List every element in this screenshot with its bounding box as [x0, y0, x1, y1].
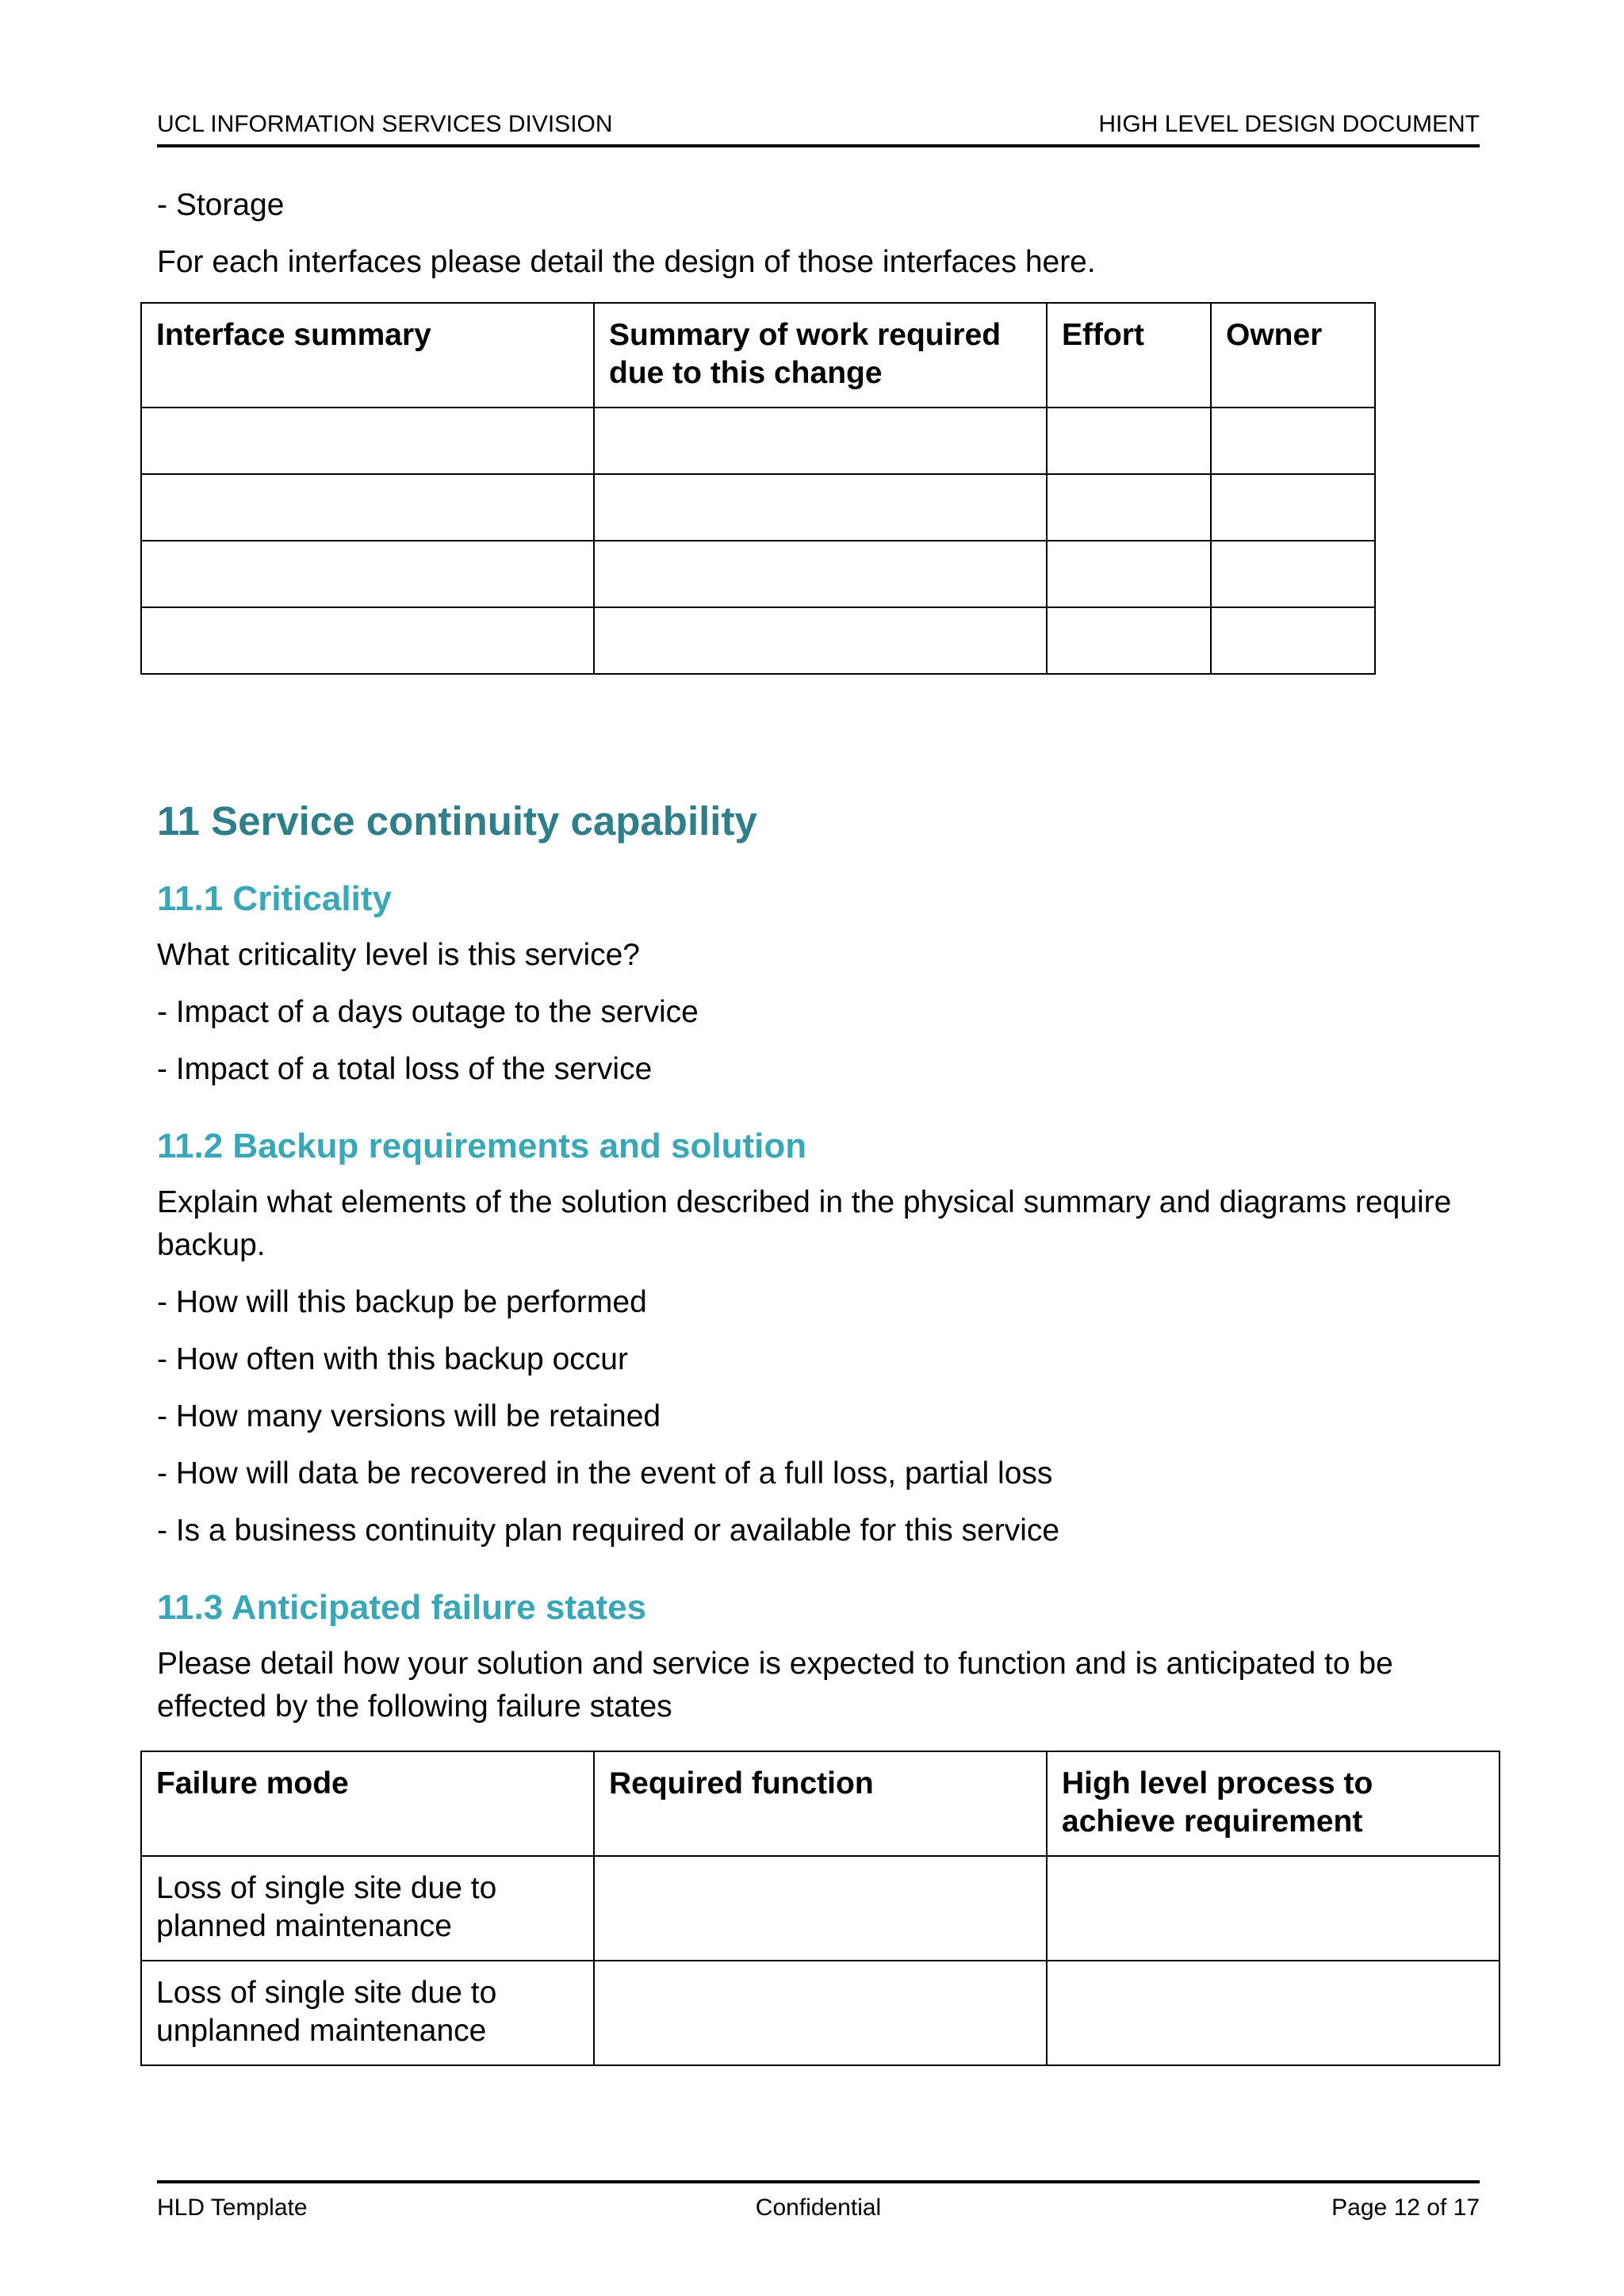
table-cell[interactable] [1047, 1961, 1500, 2065]
criticality-line: - Impact of a total loss of the service [157, 1052, 653, 1086]
backup-explanation: Explain what elements of the solution described in the physical summary and diagrams require backup. [157, 1185, 1452, 1262]
footer-template-name: HLD Template [157, 2195, 308, 2221]
table-row [141, 408, 1375, 474]
header-org: UCL INFORMATION SERVICES DIVISION [157, 111, 613, 137]
backup-line: - How many versions will be retained [157, 1399, 661, 1433]
backup-line: - How often with this backup occur [157, 1342, 628, 1376]
table-cell[interactable] [141, 474, 594, 541]
table-cell[interactable] [1047, 607, 1211, 674]
table-cell[interactable] [594, 1961, 1047, 2065]
page-footer [157, 2180, 1480, 2231]
table-cell[interactable] [594, 408, 1047, 474]
table-cell[interactable] [1211, 408, 1375, 474]
failure-title: 11.3 Anticipated failure states [157, 1588, 647, 1627]
table-cell[interactable] [1211, 541, 1375, 607]
failure-mode-cell: Loss of single site due to planned maintenance [141, 1856, 594, 1961]
failure-mode-cell: Loss of single site due to unplanned maintenance [141, 1961, 594, 2065]
failure-explanation: Please detail how your solution and service is expected to function and is anticipated to be effected by the following failure states [157, 1647, 1393, 1724]
failure-section [157, 1584, 1480, 1728]
col-required-function: Required function [594, 1751, 1047, 1856]
table-cell[interactable] [1047, 474, 1211, 541]
table-cell[interactable] [594, 1856, 1047, 1961]
section-11-title: 11 Service continuity capability [157, 798, 757, 844]
col-failure-mode: Failure mode [141, 1751, 594, 1856]
table-cell[interactable] [1211, 474, 1375, 541]
table-cell[interactable] [141, 541, 594, 607]
table-row [141, 607, 1375, 674]
table-cell[interactable] [594, 607, 1047, 674]
table-cell[interactable] [594, 474, 1047, 541]
interface-table [140, 302, 1376, 675]
backup-line: - How will this backup be performed [157, 1285, 647, 1319]
col-effort: Effort [1047, 303, 1211, 408]
col-process: High level process to achieve requirement [1047, 1751, 1500, 1856]
table-header-row [141, 1751, 1500, 1856]
col-interface-summary: Interface summary [141, 303, 594, 408]
interfaces-instruction: For each interfaces please detail the design of those interfaces here. [157, 245, 1096, 279]
table-row [141, 1961, 1500, 2065]
criticality-title: 11.1 Criticality [157, 879, 392, 918]
footer-confidential: Confidential [755, 2195, 882, 2221]
col-work-summary: Summary of work required due to this change [594, 303, 1047, 408]
table-row [141, 541, 1375, 607]
criticality-line: - Impact of a days outage to the service [157, 995, 699, 1029]
backup-title: 11.2 Backup requirements and solution [157, 1127, 807, 1165]
table-cell[interactable] [1047, 541, 1211, 607]
table-cell[interactable] [1211, 607, 1375, 674]
table-cell[interactable] [594, 541, 1047, 607]
footer-page-number: Page 12 of 17 [1331, 2195, 1480, 2221]
table-cell[interactable] [1047, 408, 1211, 474]
table-cell[interactable] [141, 408, 594, 474]
table-header-row [141, 303, 1375, 408]
failure-table [140, 1751, 1500, 2066]
col-owner: Owner [1211, 303, 1375, 408]
table-cell[interactable] [1047, 1856, 1500, 1961]
criticality-question: What criticality level is this service? [157, 938, 640, 972]
backup-line: - How will data be recovered in the event of a full loss, partial loss [157, 1456, 1053, 1490]
table-row [141, 1856, 1500, 1961]
criticality-section [157, 875, 1480, 1091]
storage-line: - Storage [157, 188, 285, 222]
table-cell[interactable] [141, 607, 594, 674]
backup-line: - Is a business continuity plan required or available for this service [157, 1513, 1060, 1548]
page-header [157, 109, 1480, 147]
table-row [141, 474, 1375, 541]
intro-text [157, 184, 1480, 284]
header-doc-type: HIGH LEVEL DESIGN DOCUMENT [1098, 111, 1480, 137]
backup-section [157, 1123, 1480, 1552]
